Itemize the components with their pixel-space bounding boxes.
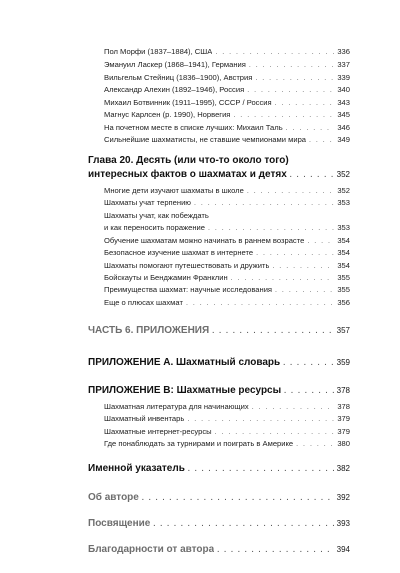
about-heading [88, 492, 350, 503]
toc-entry-title: Шахматы помогают путешествовать и дружить [104, 261, 270, 270]
appendix-title: ПРИЛОЖЕНИЕ В: Шахматные ресурсы [88, 385, 282, 396]
leader-dots [255, 75, 334, 82]
toc-entry [104, 402, 350, 411]
toc-entry-page: 337 [337, 60, 350, 69]
leader-dots [283, 360, 333, 367]
leader-dots [215, 49, 334, 56]
leader-dots [272, 263, 334, 270]
toc-entry-page: 355 [337, 273, 350, 282]
part-title: ЧАСТЬ 6. ПРИЛОЖЕНИЯ [88, 325, 210, 336]
toc-entry-page: 336 [337, 47, 350, 56]
chapter-title: интересных фактов о шахматах и детях [88, 169, 287, 180]
toc-entry-title: Пол Морфи (1837–1884), США [104, 47, 213, 56]
leader-dots [286, 125, 335, 132]
toc-entry-title: Вильгельм Стейниц (1836–1900), Австрия [104, 73, 253, 82]
toc-entry-page: 343 [337, 98, 350, 107]
leader-dots [194, 200, 334, 207]
index-page: 382 [336, 464, 350, 473]
leader-dots [142, 495, 334, 502]
toc-entry-title: Шахматы учат терпению [104, 198, 192, 207]
toc-entry [104, 273, 350, 282]
toc-entry-page: 355 [337, 285, 350, 294]
toc-entry [104, 211, 350, 220]
toc-entry [104, 123, 350, 132]
leader-dots [215, 429, 335, 436]
leader-dots [212, 328, 333, 335]
toc-entry [104, 85, 350, 94]
toc-entry-page: 353 [337, 198, 350, 207]
about-title: Об авторе [88, 492, 139, 503]
toc-entry-title: Безопасное изучение шахмат в интернете [104, 248, 254, 257]
toc-entry-title: Сильнейшие шахматисты, не ставшие чемпионами мира [104, 135, 307, 144]
toc-entry-page: 354 [337, 236, 350, 245]
appendix-page: 359 [336, 358, 350, 367]
chapter-heading-line1 [88, 155, 350, 166]
leader-dots [307, 238, 334, 245]
toc-entry-title: Бойскауты и Бенджамин Франклин [104, 273, 228, 282]
leader-dots [284, 388, 333, 395]
leader-dots [290, 172, 334, 179]
toc-entry-title: Шахматный инвентарь [104, 414, 185, 423]
toc-entry-page: 345 [337, 110, 350, 119]
dedication-title: Посвящение [88, 518, 151, 529]
index-title: Именной указатель [88, 463, 185, 474]
about-page: 392 [336, 493, 350, 502]
appendix-a-heading [88, 357, 350, 368]
leader-dots [217, 547, 333, 554]
toc-entry-title: Шахматная литература для начинающих [104, 402, 249, 411]
toc-entry-title: Магнус Карлсен (р. 1990), Норвегия [104, 110, 231, 119]
toc-entry-title: Еще о плюсах шахмат [104, 298, 183, 307]
leader-dots [249, 62, 334, 69]
toc-entry-title: На почетном месте в списке лучших: Михаил Таль [104, 123, 283, 132]
leader-dots [208, 225, 334, 232]
leader-dots [187, 416, 334, 423]
toc-entry-title: Шахматные интернет-ресурсы [104, 427, 212, 436]
leader-dots [309, 137, 334, 144]
leader-dots [275, 287, 334, 294]
toc-entry-page: 354 [337, 261, 350, 270]
toc-entry [104, 73, 350, 82]
toc-entry-title: Эмануил Ласкер (1868–1941), Германия [104, 60, 246, 69]
chapter-page: 352 [336, 170, 350, 179]
toc-entry [104, 261, 350, 270]
toc-entry-title: Михаил Ботвинник (1911–1995), СССР / Россия [104, 98, 272, 107]
chapter-title: Глава 20. Десять (или что-то около того) [88, 155, 289, 166]
index-heading [88, 463, 350, 474]
leader-dots [188, 466, 334, 473]
thanks-page: 394 [336, 545, 350, 554]
toc-entry [104, 439, 350, 448]
appendix-b-heading [88, 385, 350, 396]
toc-entry [104, 98, 350, 107]
toc-entry-title: Преимущества шахмат: научные исследования [104, 285, 273, 294]
toc-entry [104, 285, 350, 294]
toc-entry-page: 349 [337, 135, 350, 144]
leader-dots [296, 441, 334, 448]
toc-entry-page: 353 [337, 223, 350, 232]
toc-entry-page: 346 [337, 123, 350, 132]
toc-entry-title: Шахматы учат, как побеждать [104, 211, 209, 220]
toc-entry [104, 414, 350, 423]
toc-entry-title: Многие дети изучают шахматы в школе [104, 186, 244, 195]
appendix-title: ПРИЛОЖЕНИЕ А. Шахматный словарь [88, 357, 281, 368]
leader-dots [231, 275, 335, 282]
chapter-heading-line2 [88, 169, 350, 180]
toc-entry [104, 186, 350, 195]
toc-entry-page: 378 [337, 402, 350, 411]
toc-entry-page: 379 [337, 414, 350, 423]
toc-entry [104, 248, 350, 257]
leader-dots [247, 188, 334, 195]
dedication-heading [88, 518, 350, 529]
toc-entry-page: 356 [337, 298, 350, 307]
thanks-heading [88, 544, 350, 555]
toc-entry-page: 340 [337, 85, 350, 94]
toc-entry [104, 47, 350, 56]
toc-entry [104, 198, 350, 207]
leader-dots [233, 112, 334, 119]
thanks-title: Благодарности от автора [88, 544, 215, 555]
toc-entry-title: Обучение шахматам можно начинать в раннем возрасте [104, 236, 305, 245]
leader-dots [153, 521, 333, 528]
leader-dots [247, 87, 334, 94]
toc-entry [104, 223, 350, 232]
part-page: 357 [336, 326, 350, 335]
toc-entry [104, 60, 350, 69]
leader-dots [256, 250, 334, 257]
toc-entry [104, 427, 350, 436]
toc-entry-page: 380 [337, 439, 350, 448]
leader-dots [186, 300, 334, 307]
part-heading [88, 325, 350, 336]
toc-entry [104, 236, 350, 245]
appendix-page: 378 [336, 386, 350, 395]
toc-entry-page: 352 [337, 186, 350, 195]
toc-entry [104, 110, 350, 119]
dedication-page: 393 [336, 519, 350, 528]
toc-entry-page: 354 [337, 248, 350, 257]
toc-entry-title: Александр Алехин (1892–1946), Россия [104, 85, 245, 94]
toc-entry [104, 135, 350, 144]
toc-entry-page: 379 [337, 427, 350, 436]
toc-entry-title: и как переносить поражение [104, 223, 206, 232]
leader-dots [252, 404, 335, 411]
leader-dots [275, 100, 335, 107]
toc-entry [104, 298, 350, 307]
toc-entry-title: Где понаблюдать за турнирами и поиграть в Америке [104, 439, 294, 448]
toc-entry-page: 339 [337, 73, 350, 82]
